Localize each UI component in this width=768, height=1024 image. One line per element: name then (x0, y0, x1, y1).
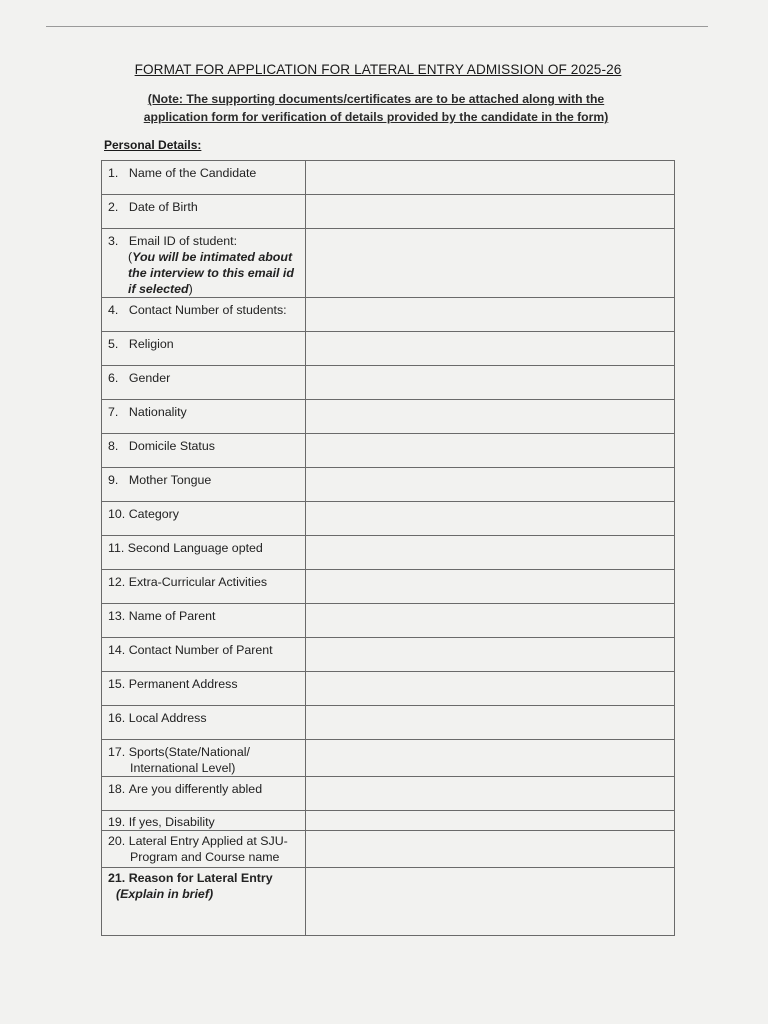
religion-field[interactable] (306, 332, 675, 366)
extra-curricular-field[interactable] (306, 570, 675, 604)
field-label-text: Reason for Lateral Entry (128, 871, 273, 885)
table-row (102, 831, 675, 868)
field-label (102, 195, 306, 229)
field-label-text-line2: Program and Course name (130, 850, 280, 864)
local-address-field[interactable] (306, 706, 675, 740)
field-number: 6. (108, 371, 119, 385)
table-row (102, 740, 675, 777)
contact-number-parent-field[interactable] (306, 638, 675, 672)
field-number: 16. (108, 711, 126, 725)
field-number: 20. (108, 834, 126, 848)
field-number: 14. (108, 643, 126, 657)
field-label (102, 229, 306, 298)
date-of-birth-field[interactable] (306, 195, 675, 229)
field-label (102, 434, 306, 468)
field-label (102, 604, 306, 638)
field-label-text: Gender (128, 371, 171, 385)
table-row (102, 332, 675, 366)
field-number: 18. (108, 782, 126, 796)
table-row (102, 161, 675, 195)
table-row (102, 604, 675, 638)
table-row (102, 570, 675, 604)
table-row (102, 536, 675, 570)
email-hint-text: You will be intimated about the interview to this email id if selected (128, 250, 294, 296)
lateral-entry-program-field[interactable] (306, 831, 675, 868)
field-label (102, 638, 306, 672)
field-label (102, 868, 306, 936)
field-label (102, 502, 306, 536)
differently-abled-field[interactable] (306, 777, 675, 811)
field-label-text: Religion (128, 337, 174, 351)
field-number: 17. (108, 745, 126, 759)
field-label (102, 706, 306, 740)
field-number: 9. (108, 473, 119, 487)
table-row (102, 400, 675, 434)
field-number: 7. (108, 405, 119, 419)
field-label (102, 161, 306, 195)
field-label-text: Email ID of student: (128, 234, 238, 248)
field-label (102, 672, 306, 706)
field-label-text: Mother Tongue (128, 473, 212, 487)
table-row (102, 229, 675, 298)
field-label (102, 298, 306, 332)
mother-tongue-field[interactable] (306, 468, 675, 502)
field-number: 10. (108, 507, 126, 521)
field-label-text: Second Language opted (127, 541, 263, 555)
field-label (102, 400, 306, 434)
table-row (102, 468, 675, 502)
category-field[interactable] (306, 502, 675, 536)
field-label (102, 332, 306, 366)
domicile-status-field[interactable] (306, 434, 675, 468)
field-label-text: Category (128, 507, 179, 521)
field-number: 1. (108, 166, 119, 180)
email-hint: (You will be intimated about the interview to this email id if selected) (128, 250, 294, 296)
permanent-address-field[interactable] (306, 672, 675, 706)
email-id-field[interactable] (306, 229, 675, 298)
field-number: 21. (108, 871, 126, 885)
table-row (102, 811, 675, 831)
field-label-text: Extra-Curricular Activities (128, 575, 268, 589)
name-of-candidate-field[interactable] (306, 161, 675, 195)
reason-for-lateral-entry-field[interactable] (306, 868, 675, 936)
field-number: 12. (108, 575, 126, 589)
table-row (102, 502, 675, 536)
field-label (102, 740, 306, 777)
disability-field[interactable] (306, 811, 675, 831)
nationality-field[interactable] (306, 400, 675, 434)
table-row (102, 434, 675, 468)
field-label (102, 831, 306, 868)
field-label-text: Contact Number of students: (128, 303, 287, 317)
personal-details-table (101, 160, 675, 936)
field-label-text: Permanent Address (128, 677, 238, 691)
field-number: 13. (108, 609, 126, 623)
section-heading-personal-details: Personal Details: (104, 138, 202, 152)
field-label-text: Are you differently abled (128, 782, 263, 796)
field-label-text: Name of the Candidate (128, 166, 257, 180)
table-row (102, 366, 675, 400)
table-row (102, 638, 675, 672)
field-number: 5. (108, 337, 119, 351)
field-number: 2. (108, 200, 119, 214)
note-text: (Note: The supporting documents/certificates are to be attached along with the application form for verification of details provided by the candidate in the form) (143, 92, 609, 124)
top-rule (46, 26, 708, 27)
field-label (102, 468, 306, 502)
table-row (102, 298, 675, 332)
field-label-text-line2: International Level) (130, 761, 236, 775)
field-label-text: Sports(State/National/ (128, 745, 250, 759)
sports-level-field[interactable] (306, 740, 675, 777)
table-row (102, 672, 675, 706)
field-label-text: Nationality (128, 405, 187, 419)
field-label-text: Contact Number of Parent (128, 643, 273, 657)
field-label (102, 366, 306, 400)
second-language-field[interactable] (306, 536, 675, 570)
field-number: 19. (108, 815, 126, 829)
field-number: 11. (108, 541, 125, 555)
field-label (102, 811, 306, 831)
table-row (102, 706, 675, 740)
page-title: FORMAT FOR APPLICATION FOR LATERAL ENTRY ADMISSION OF 2025-26 (134, 62, 622, 77)
field-number: 4. (108, 303, 119, 317)
table-row (102, 777, 675, 811)
field-label (102, 536, 306, 570)
field-number: 15. (108, 677, 126, 691)
name-of-parent-field[interactable] (306, 604, 675, 638)
field-label-text: If yes, Disability (128, 815, 215, 829)
field-label (102, 570, 306, 604)
field-label-text: Local Address (128, 711, 207, 725)
field-number: 8. (108, 439, 119, 453)
table-row (102, 868, 675, 936)
field-label-text: Date of Birth (128, 200, 198, 214)
contact-number-student-field[interactable] (306, 298, 675, 332)
field-label-text: Name of Parent (128, 609, 216, 623)
reason-hint-text: (Explain in brief) (116, 887, 214, 901)
field-number: 3. (108, 234, 119, 248)
gender-field[interactable] (306, 366, 675, 400)
table-row (102, 195, 675, 229)
field-label (102, 777, 306, 811)
field-label-text: Domicile Status (128, 439, 215, 453)
field-label-text: Lateral Entry Applied at SJU- (128, 834, 288, 848)
